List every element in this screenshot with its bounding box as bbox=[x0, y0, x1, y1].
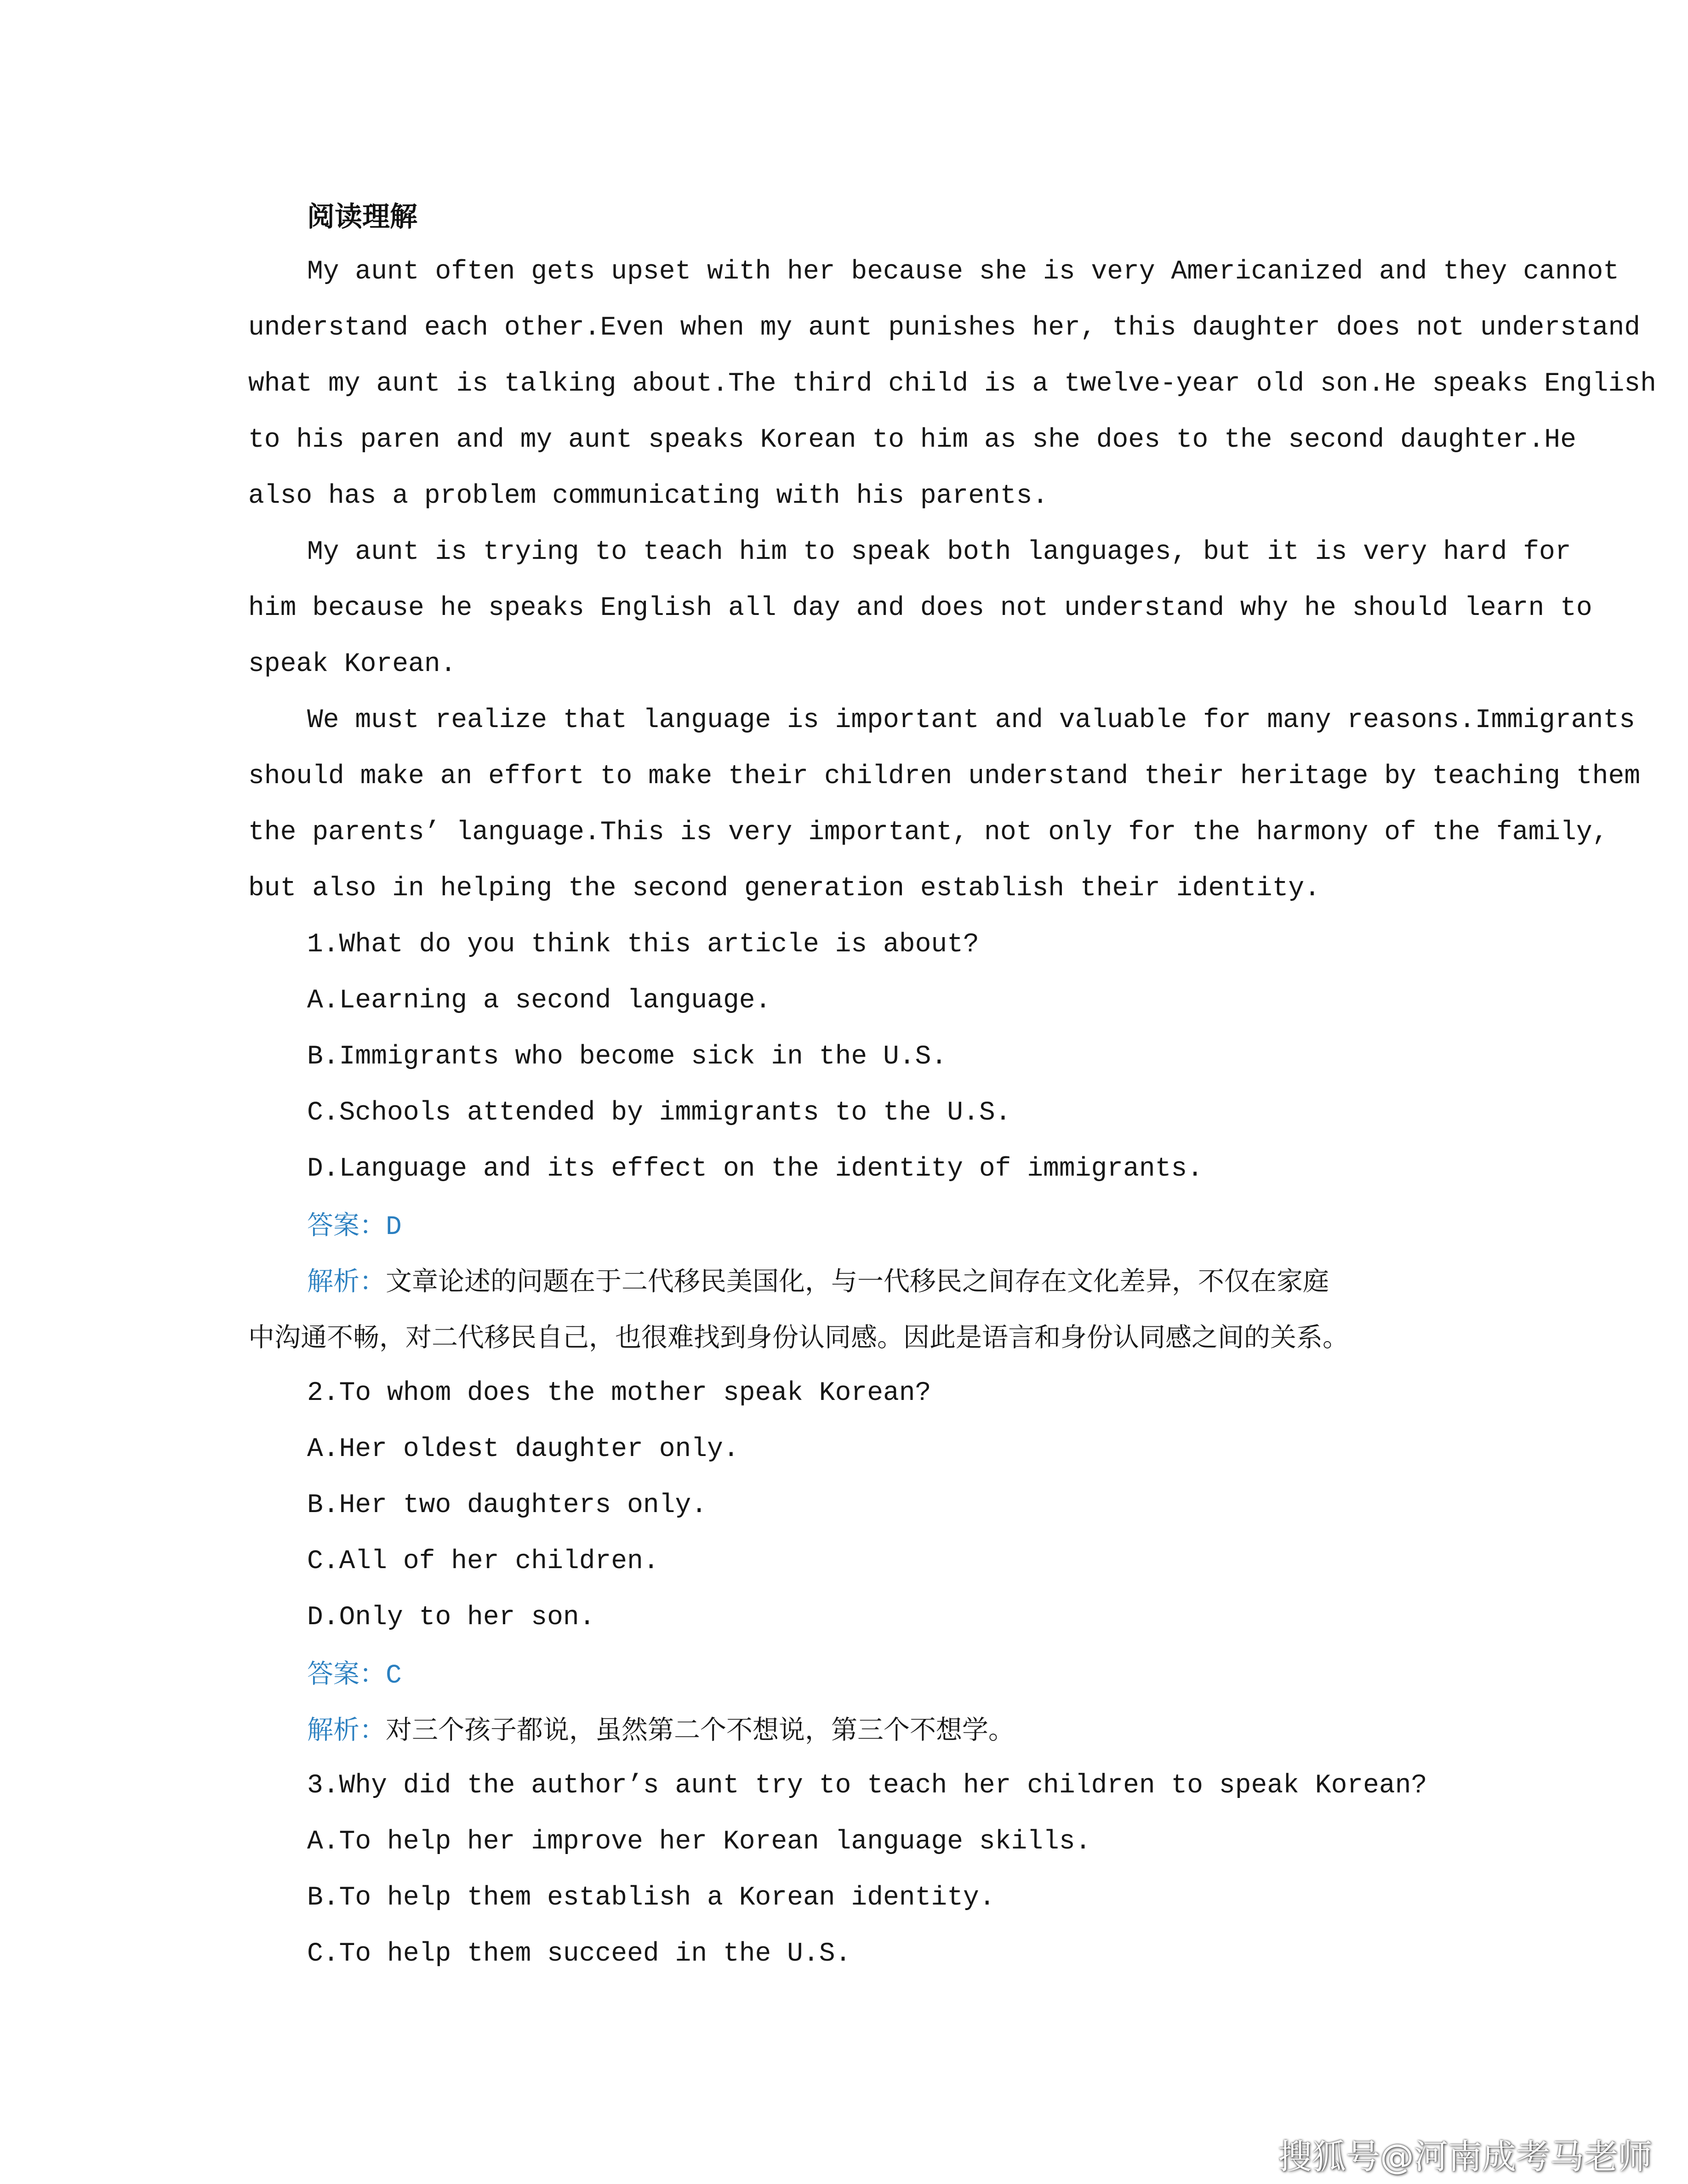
question-option: D.Language and its effect on the identity of immigrants. bbox=[307, 1154, 1203, 1184]
analysis-text: 中沟通不畅，对二代移民自己，也很难找到身份认同感。因此是语言和身份认同感之间的关系。 bbox=[248, 1322, 1349, 1353]
section-heading: 阅读理解 bbox=[307, 201, 417, 233]
question-option: A.To help her improve her Korean language skills. bbox=[307, 1827, 1091, 1857]
analysis-text: 文章论述的问题在于二代移民美国化，与一代移民之间存在文化差异，不仅在家庭 bbox=[386, 1266, 1329, 1297]
question-stem: 1.What do you think this article is about? bbox=[307, 930, 979, 960]
analysis-text: 对三个孩子都说，虽然第二个不想说，第三个不想学。 bbox=[386, 1715, 1015, 1745]
question-option: B.Her two daughters only. bbox=[307, 1490, 707, 1520]
answer-value: C bbox=[386, 1661, 402, 1691]
passage-line: understand each other.Even when my aunt punishes her, this daughter does not understand bbox=[248, 313, 1641, 343]
analysis-line bbox=[307, 1712, 1015, 1748]
question-stem: 3.Why did the author’s aunt try to teach her children to speak Korean? bbox=[307, 1771, 1427, 1801]
question-option: C.Schools attended by immigrants to the U.S. bbox=[307, 1098, 1011, 1128]
answer-line bbox=[307, 1207, 402, 1244]
question-option: D.Only to her son. bbox=[307, 1603, 595, 1632]
answer-value: D bbox=[386, 1212, 402, 1242]
passage-line: My aunt is trying to teach him to speak both languages, but it is very hard for bbox=[307, 537, 1571, 567]
question-option: C.To help them succeed in the U.S. bbox=[307, 1939, 851, 1969]
passage-line: him because he speaks English all day and does not understand why he should learn to bbox=[248, 593, 1592, 623]
analysis-line bbox=[307, 1263, 1329, 1300]
answer-label: 答案： bbox=[307, 1659, 386, 1689]
analysis-label: 解析： bbox=[307, 1715, 386, 1745]
watermark: 搜狐号@河南成考马老师 bbox=[1278, 2137, 1652, 2177]
passage-line: but also in helping the second generation establish their identity. bbox=[248, 874, 1320, 904]
passage-line: We must realize that language is important and valuable for many reasons.Immigrants bbox=[307, 705, 1635, 735]
passage-line: My aunt often gets upset with her because she is very Americanized and they cannot bbox=[307, 257, 1620, 287]
question-option: A.Her oldest daughter only. bbox=[307, 1434, 739, 1464]
passage-line: also has a problem communicating with his parents. bbox=[248, 481, 1049, 511]
passage-line: should make an effort to make their children understand their heritage by teaching them bbox=[248, 762, 1641, 791]
question-option: B.To help them establish a Korean identity. bbox=[307, 1883, 995, 1913]
question-stem: 2.To whom does the mother speak Korean? bbox=[307, 1378, 931, 1408]
passage-line: speak Korean. bbox=[248, 649, 456, 679]
passage-line: what my aunt is talking about.The third child is a twelve-year old son.He speaks English bbox=[248, 369, 1656, 399]
passage-line: the parents’ language.This is very important, not only for the harmony of the family, bbox=[248, 818, 1608, 847]
answer-line bbox=[307, 1655, 402, 1692]
question-option: B.Immigrants who become sick in the U.S. bbox=[307, 1042, 947, 1072]
analysis-label: 解析： bbox=[307, 1266, 386, 1297]
question-option: A.Learning a second language. bbox=[307, 986, 771, 1016]
passage-line: to his paren and my aunt speaks Korean to him as she does to the second daughter.He bbox=[248, 425, 1576, 455]
question-option: C.All of her children. bbox=[307, 1547, 659, 1576]
answer-label: 答案： bbox=[307, 1210, 386, 1240]
